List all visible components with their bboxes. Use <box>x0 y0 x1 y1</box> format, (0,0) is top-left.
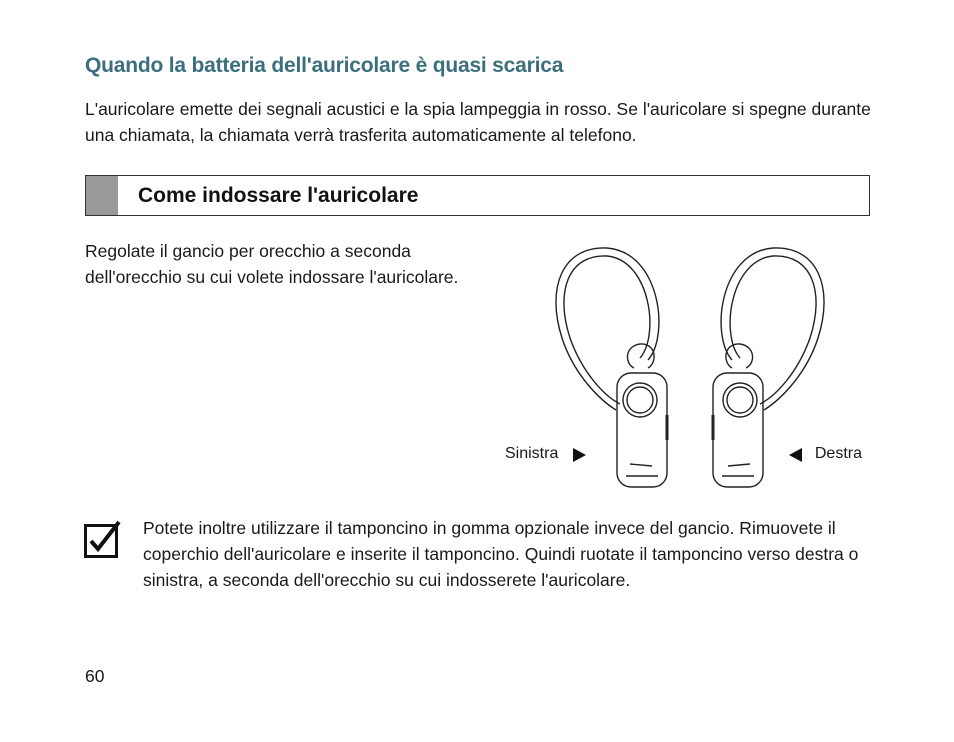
page-number: 60 <box>85 666 105 686</box>
note-text: Potete inoltre utilizzare il tamponcino in gomma opzionale invece del gancio. Rimuovete il coperchio dell'auricolare e inserite il tamponcino. Quindi ruotate il tamponcino verso destra o sinistra, a seconda dell'orecchio su cui indosserete l'auricolare. <box>143 518 859 590</box>
left-arrow-icon <box>789 448 802 462</box>
right-arrow-icon <box>573 448 586 462</box>
section-title: Come indossare l'auricolare <box>138 184 419 207</box>
subsection-heading: Quando la batteria dell'auricolare è quasi scarica <box>85 54 564 77</box>
wearing-instructions-paragraph: Regolate il gancio per orecchio a seconda dell'orecchio su cui volete indossare l'auricolare. <box>85 241 459 287</box>
section-header-bar <box>85 175 870 216</box>
headset-illustration <box>500 240 880 500</box>
right-ear-label: Destra <box>814 445 862 462</box>
right-headset <box>713 248 824 487</box>
checkbox-check-icon <box>84 520 122 558</box>
left-headset <box>556 248 667 487</box>
battery-low-paragraph: L'auricolare emette dei segnali acustici e la spia lampeggia in rosso. Se l'auricolare si spegne durante una chiamata, la chiamata verrà trasferita automaticamente al telefono. <box>85 99 871 145</box>
left-ear-label: Sinistra <box>505 445 559 462</box>
section-header-tab <box>86 176 118 215</box>
